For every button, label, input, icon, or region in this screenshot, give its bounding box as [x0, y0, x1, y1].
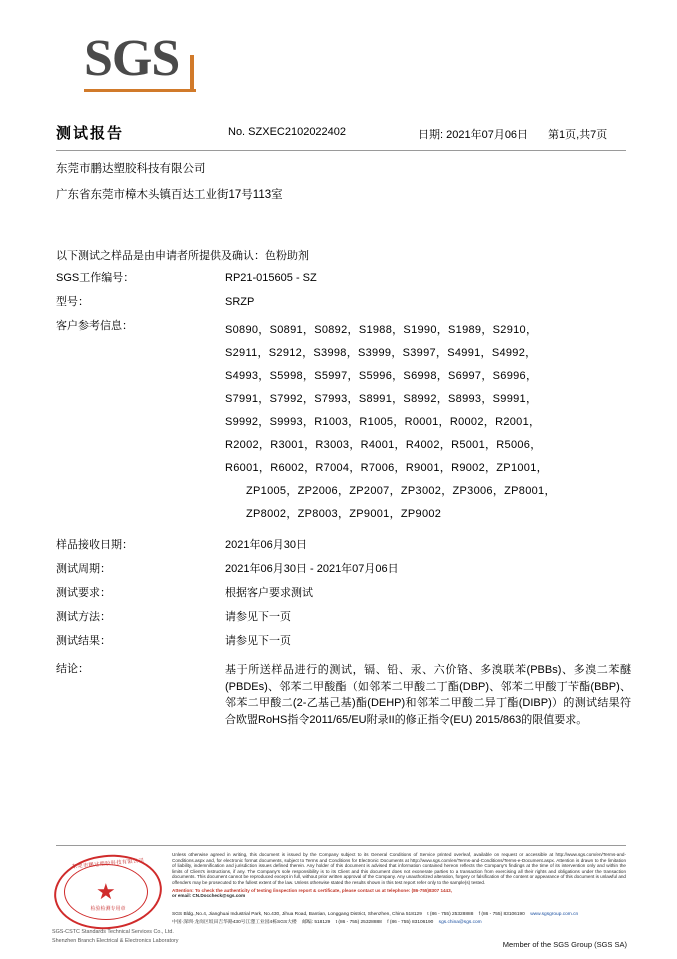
ref-line: S0890，S0891，S0892，S1988，S1990，S1989，S2910，	[225, 324, 538, 336]
address-tel-cn: t (86 - 755) 25328888	[335, 919, 382, 925]
member-of-group-text: Member of the SGS Group (SGS SA)	[502, 940, 627, 949]
field-label-received-date: 样品接收日期：	[56, 539, 133, 551]
field-value-test-result: 请参见下一页	[225, 635, 291, 647]
ref-line: ZP1005，ZP2006，ZP2007，ZP3002，ZP3006，ZP8001，	[246, 485, 556, 497]
seal-top-text: 东莞市鹏达塑胶科技有限公司	[71, 857, 145, 871]
logo-underline	[84, 89, 196, 92]
field-row	[56, 634, 631, 649]
client-company-address: 广东省东莞市樟木头镇百达工业街17号113室	[56, 189, 283, 201]
address-email-cn[interactable]: sgs.china@sgs.com	[438, 919, 482, 925]
field-row	[56, 610, 631, 625]
address-fax-cn: f (86 - 755) 83106190	[387, 919, 434, 925]
field-value-test-method: 请参见下一页	[225, 611, 291, 623]
field-label-conclusion: 结论：	[56, 663, 89, 675]
seal-mid-text: 检验检测专用章	[90, 906, 126, 912]
page-count: 第1页,共7页	[548, 129, 608, 141]
header-divider	[56, 150, 626, 151]
field-value-test-period: 2021年06月30日 - 2021年07月06日	[225, 563, 399, 575]
field-row	[56, 538, 631, 553]
sgs-logo	[84, 30, 204, 91]
field-value-received-date: 2021年06月30日	[225, 539, 307, 551]
field-value-job-no: RP21-015605 - SZ	[225, 272, 317, 284]
address-zip-cn: 邮编: 518129	[302, 919, 331, 925]
field-row-customer-ref	[56, 319, 631, 526]
report-date: 日期: 2021年07月06日	[418, 129, 529, 141]
address-tel-en: t (86 - 755) 25328888	[427, 912, 474, 917]
field-label-job-no: SGS工作编号：	[56, 272, 135, 284]
field-label-test-request: 测试要求：	[56, 587, 111, 599]
field-label-test-result: 测试结果：	[56, 635, 111, 647]
field-row	[56, 271, 631, 286]
legal-email: or email: CN.Doccheck@sgs.com	[172, 893, 246, 899]
field-label-customer-ref: 客户参考信息：	[56, 320, 133, 332]
field-row	[56, 586, 631, 601]
ref-line: S2911，S2912，S3998，S3999，S3997，S4991，S4992，	[225, 347, 537, 359]
legal-body: Unless otherwise agreed in writing, this document is issued by the Company subject to its General Conditions of Service printed overleaf, available on request or accessible at http://www.sgs.com/en/Terms-and-Conditions.aspx and, for electronic format documents, subject to Terms and Conditions for Electronic Documents at http://www.sgs.com/en/Terms-and-Conditions/Terms-e-Document.aspx. Attention is drawn to the limitation of liability, indemnification and jurisdiction issues defined therein. Any holder of this document is advised that information contained hereon reflects the Company's findings at the time of its intervention only and within the limits of Client's instructions, if any. The Company's sole responsibility is to its Client and this document does not exonerate parties to a transaction from exercising all their rights and obligations under the transaction documents. This document cannot be reproduced except in full, without prior written approval of the Company. Any unauthorized alteration, forgery or falsification of the content or appearance of this document is unlawful and offenders may be prosecuted to the fullest extent of the law. Unless otherwise stated the results shown in this test report refer only to the sample(s) tested.	[172, 852, 626, 885]
footer-address-block	[172, 911, 626, 926]
address-en: SGS Bldg.,No.4, Jianghuai Industrial Park, No.430, Jihua Road, Bantian, Longgang District, Shenzhen, China 518129	[172, 912, 422, 917]
report-number: No. SZXEC2102022402	[228, 126, 347, 138]
footer-divider	[56, 845, 626, 846]
page-title: 测试报告	[56, 125, 125, 142]
ref-line: R2002，R3001，R3003，R4001，R4002，R5001，R5006，	[225, 439, 542, 451]
legal-attention: Attention: To check the authenticity of testing /inspection report & certificate, please contact us at telephone: (86-755)8307 1443,	[172, 887, 452, 893]
ref-line: S9992，S9993，R1003，R1005，R0001，R0002，R2001，	[225, 416, 541, 428]
ref-line: S4993，S5998，S5997，S5996，S6998，S6997，S6996，	[225, 370, 538, 382]
title-row	[56, 122, 626, 146]
field-label-test-period: 测试周期：	[56, 563, 111, 575]
address-row-cn	[172, 919, 626, 927]
seal-label-company: SGS-CSTC Standards Technical Services Co., Ltd.	[52, 929, 174, 935]
star-icon: ★	[96, 879, 116, 904]
sample-intro-text: 以下测试之样品是由申请者所提供及确认：色粉助剂	[56, 250, 309, 262]
field-label-test-method: 测试方法：	[56, 611, 111, 623]
ref-line: S7991，S7992，S7993，S8991，S8992，S8993，S9991，	[225, 393, 538, 405]
sgs-logo-text: SGS	[84, 30, 180, 87]
address-cn: 中国·深圳·龙岗区坂田吉华路430号江灐工业园4栋SGS大楼	[172, 919, 297, 925]
ref-line: ZP8002，ZP8003，ZP9001，ZP9002	[246, 508, 442, 520]
field-label-model: 型号：	[56, 296, 89, 308]
field-value-model: SRZP	[225, 296, 255, 308]
client-company-name: 东莞市鹏达塑胶科技有限公司	[56, 163, 206, 175]
address-row-en	[172, 911, 626, 919]
address-web-en[interactable]: www.sgsgroup.com.cn	[530, 912, 579, 917]
logo-accent-bar	[190, 55, 194, 89]
field-row	[56, 562, 631, 577]
field-value-conclusion: 基于所送样品进行的测试，镉、铅、汞、六价铬、多溴联苯(PBBs)、多溴二苯醚(PBDEs)、邻苯二甲酸酯（如邻苯二甲酸二丁酯(DBP)、邻苯二甲酸丁苄酯(BBP)、邻苯二甲酸二(2-乙基己基)酯(DEHP)和邻苯二甲酸二异丁酯(DIBP)）的测试结果符合欧盟RoHS指令2011/65/EU附录II的修正指令(EU) 2015/863的限值要求。	[225, 664, 631, 726]
company-seal-stamp	[52, 855, 179, 944]
address-fax-en: f (86 - 755) 83106190	[478, 912, 525, 917]
field-row	[56, 295, 631, 310]
field-value-test-request: 根据客户要求测试	[225, 587, 313, 599]
seal-label-branch: Shenzhen Branch Electrical & Electronics Laboratory	[52, 938, 179, 944]
fields-table	[56, 271, 631, 737]
legal-disclaimer	[172, 852, 626, 899]
field-row-conclusion	[56, 662, 631, 728]
ref-line: R6001，R6002，R7004，R7006，R9001，R9002，ZP1001，	[225, 462, 548, 474]
field-value-customer-ref	[225, 319, 631, 526]
